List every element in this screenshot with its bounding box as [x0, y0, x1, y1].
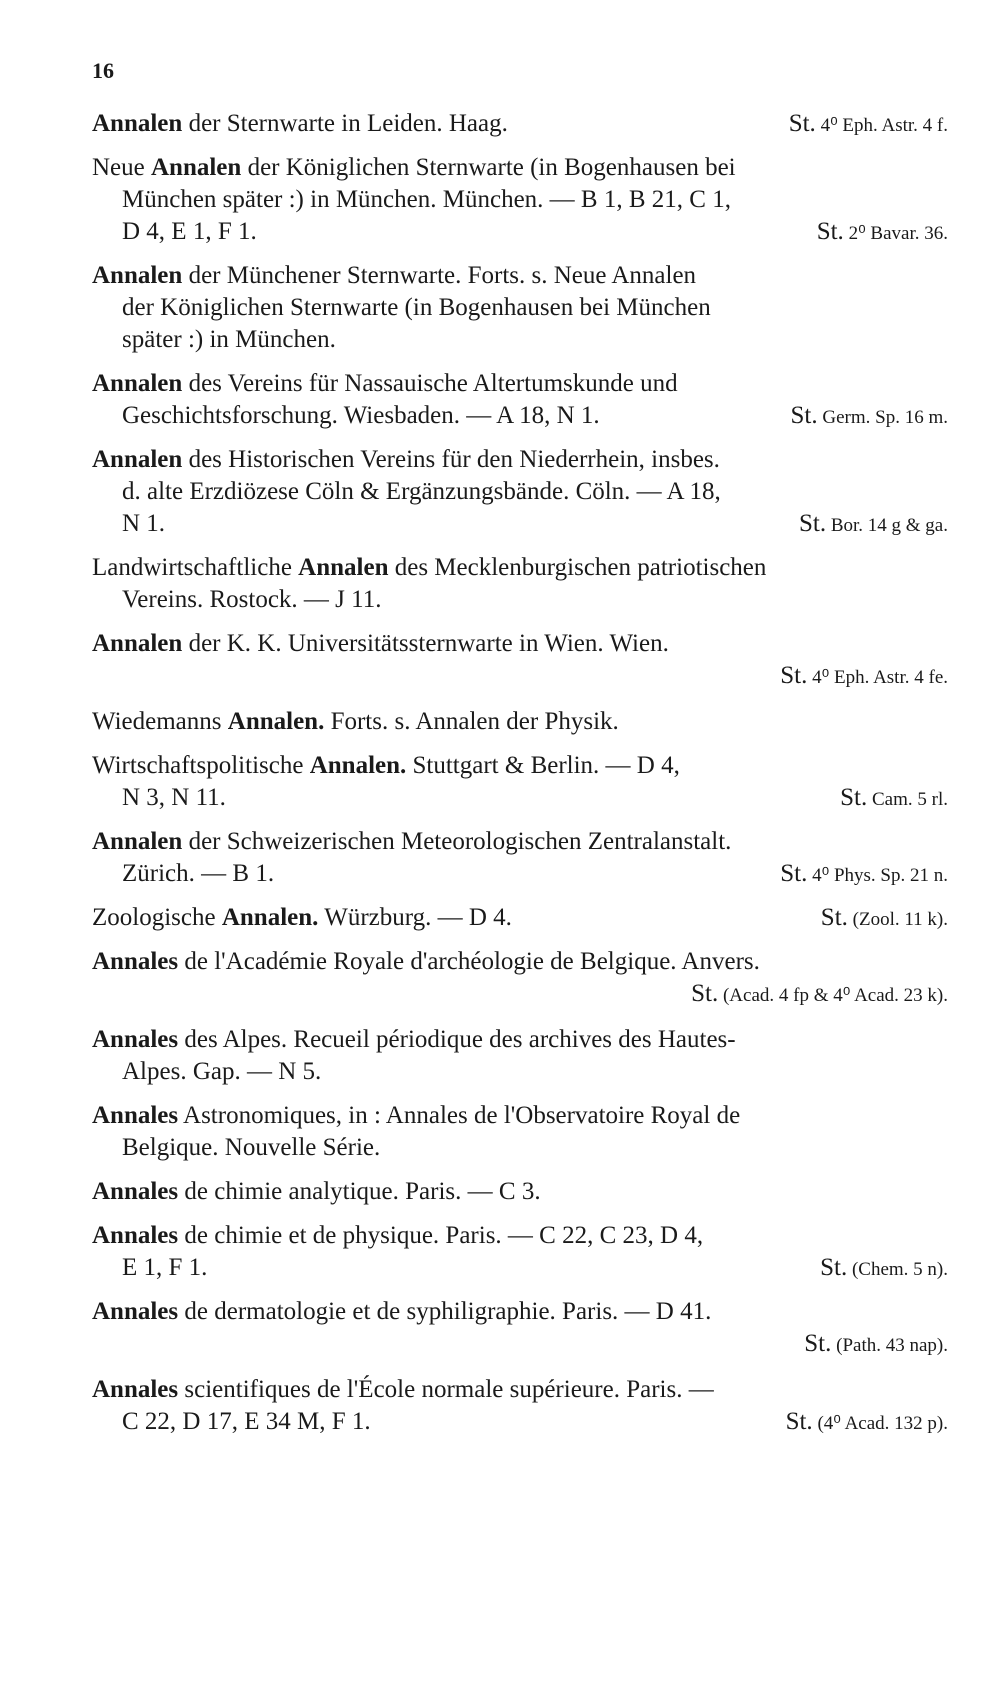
shelfmark-prefix: St.	[780, 662, 808, 689]
shelfmark-prefix: St.	[816, 218, 844, 245]
entry-first-line	[92, 444, 948, 476]
entry-title-text: des Vereins für Nassauische Altertumskunde und	[188, 370, 678, 397]
entry-title-text: Stuttgart & Berlin. — D 4,	[412, 752, 680, 779]
entry-keyword: Annalen.	[309, 752, 407, 779]
entry-first-line	[92, 826, 948, 858]
catalog-entry	[92, 1024, 948, 1088]
entry-first-line	[92, 1024, 948, 1056]
catalog-entry	[92, 826, 948, 890]
entry-first-line	[92, 108, 948, 140]
entry-keyword: Annales	[92, 948, 179, 975]
entry-title-text: scientifiques de l'École normale supérieure. Paris. —	[184, 1376, 714, 1403]
entry-title-text: de chimie et de physique. Paris. — C 22, C 23, D 4,	[184, 1222, 704, 1249]
catalog-entry	[92, 628, 948, 694]
entry-continuation-line: Zürich. — B 1. St. 4⁰ Phys. Sp. 21 n.	[92, 858, 948, 890]
entry-first-line	[92, 368, 948, 400]
entry-first-line	[92, 1374, 948, 1406]
entry-shelfmark	[799, 508, 948, 542]
entry-keyword: Annalen	[298, 554, 389, 581]
entry-shelfmark	[820, 1252, 948, 1286]
shelfmark-code: 4⁰ Phys. Sp. 21 n.	[807, 865, 948, 886]
entry-continuation-line: N 1. St. Bor. 14 g & ga.	[92, 508, 948, 540]
shelfmark-code: (Path. 43 nap).	[831, 1335, 948, 1356]
entry-shelfmark	[789, 108, 948, 142]
entry-first-line	[92, 1296, 948, 1328]
entry-shelfmark	[92, 978, 948, 1012]
entry-title-text: de dermatologie et de syphiligraphie. Paris. — D 41.	[184, 1298, 712, 1325]
shelfmark-prefix: St.	[790, 402, 818, 429]
entry-continuation-line: Geschichtsforschung. Wiesbaden. — A 18, N 1. St. Germ. Sp. 16 m.	[92, 400, 948, 432]
catalog-entry	[92, 946, 948, 1012]
catalog-entry	[92, 444, 948, 540]
catalog-entry	[92, 706, 948, 738]
entry-shelfmark	[92, 1328, 948, 1362]
entry-continuation-line: Alpes. Gap. — N 5.	[122, 1058, 322, 1085]
entry-keyword: Annales	[92, 1298, 179, 1325]
catalog-entry	[92, 1296, 948, 1362]
shelfmark-prefix: St.	[788, 110, 816, 137]
entry-keyword: Annalen	[92, 262, 183, 289]
entry-title-text: des Historischen Vereins für den Niederrhein, insbes.	[188, 446, 720, 473]
entry-prefix: Neue	[92, 154, 151, 181]
catalog-entry	[92, 260, 948, 356]
shelfmark-prefix: St.	[804, 1330, 832, 1357]
entry-continuation-line: E 1, F 1. St. (Chem. 5 n).	[92, 1252, 948, 1284]
entry-title-text: der Königlichen Sternwarte (in Bogenhausen bei	[247, 154, 736, 181]
entry-shelfmark	[786, 1406, 948, 1440]
entry-keyword: Annalen	[92, 828, 183, 855]
shelfmark-prefix: St.	[798, 510, 827, 537]
entry-keyword: Annalen	[92, 370, 183, 397]
entry-continuation-line: München später :) in München. München. — B 1, B 21, C 1,	[122, 186, 731, 213]
catalog-entry	[92, 368, 948, 432]
entry-prefix: Wiedemanns	[92, 708, 228, 735]
entry-first-line	[92, 902, 948, 934]
entry-title-text: der Schweizerischen Meteorologischen Zentralanstalt.	[188, 828, 732, 855]
entry-continuation-line: D 4, E 1, F 1. St. 2⁰ Bavar. 36.	[92, 216, 948, 248]
entry-first-line	[92, 1100, 948, 1132]
shelfmark-prefix: St.	[840, 784, 868, 811]
shelfmark-code: 4⁰ Eph. Astr. 4 f.	[815, 115, 948, 136]
catalog-entry	[92, 152, 948, 248]
catalog-entry	[92, 1374, 948, 1438]
entry-continuation-line: Vereins. Rostock. — J 11.	[122, 586, 382, 613]
entry-title-text: des Mecklenburgischen patriotischen	[394, 554, 767, 581]
entry-continuation-line: später :) in München.	[122, 326, 336, 353]
entry-title-text: des Alpes. Recueil périodique des archives des Hautes-	[184, 1026, 736, 1053]
shelfmark-code: Cam. 5 rl.	[867, 789, 948, 810]
entry-first-line	[92, 706, 948, 738]
entry-first-line	[92, 628, 948, 660]
shelfmark-code: 4⁰ Eph. Astr. 4 fe.	[807, 667, 948, 688]
entry-keyword: Annales	[92, 1222, 179, 1249]
entry-keyword: Annalen	[92, 110, 183, 137]
entry-keyword: Annales	[92, 1026, 179, 1053]
entry-first-line	[92, 1176, 948, 1208]
shelfmark-code: (Zool. 11 k).	[847, 909, 948, 930]
entry-first-line	[92, 260, 948, 292]
entry-continuation-line: N 3, N 11. St. Cam. 5 rl.	[92, 782, 948, 814]
entry-keyword: Annalen.	[221, 904, 319, 931]
shelfmark-prefix: St.	[785, 1408, 813, 1435]
entry-title-text: der Münchener Sternwarte. Forts. s. Neue Annalen	[188, 262, 697, 289]
entry-title-text: Astronomiques, in : Annales de l'Observatoire Royal de	[183, 1102, 741, 1129]
shelfmark-prefix: St.	[820, 904, 848, 931]
entry-title-text: Forts. s. Annalen der Physik.	[330, 708, 619, 735]
shelfmark-code: (4⁰ Acad. 132 p).	[812, 1413, 948, 1434]
catalog-entry	[92, 1176, 948, 1208]
entry-continuation-line: d. alte Erzdiözese Cöln & Ergänzungsbände. Cöln. — A 18,	[122, 478, 721, 505]
catalog-entry	[92, 108, 948, 140]
entry-shelfmark	[840, 782, 948, 816]
entry-prefix: Landwirtschaftliche	[92, 554, 299, 581]
entry-title-text: der Sternwarte in Leiden. Haag.	[188, 110, 508, 137]
entry-keyword: Annalen.	[227, 708, 325, 735]
entry-first-line	[92, 152, 948, 184]
entry-prefix: Zoologische	[92, 904, 222, 931]
entry-keyword: Annalen	[92, 446, 183, 473]
shelfmark-code: 2⁰ Bavar. 36.	[843, 223, 948, 244]
entry-first-line	[92, 946, 948, 978]
entry-continuation-line: der Königlichen Sternwarte (in Bogenhausen bei München	[122, 294, 711, 321]
entry-shelfmark	[791, 400, 948, 434]
entry-keyword: Annalen	[151, 154, 242, 181]
entry-continuation-line: C 22, D 17, E 34 M, F 1. St. (4⁰ Acad. 132 p).	[92, 1406, 948, 1438]
catalog-entry	[92, 552, 948, 616]
entry-shelfmark	[780, 858, 948, 892]
entry-shelfmark	[821, 902, 948, 936]
entry-title-text: Würzburg. — D 4.	[324, 904, 512, 931]
catalog-entries	[92, 108, 948, 1450]
shelfmark-prefix: St.	[780, 860, 808, 887]
shelfmark-code: Bor. 14 g & ga.	[826, 515, 948, 536]
shelfmark-prefix: St.	[691, 980, 719, 1007]
catalog-entry	[92, 1100, 948, 1164]
entry-first-line	[92, 1220, 948, 1252]
shelfmark-prefix: St.	[820, 1254, 848, 1281]
entry-keyword: Annalen	[92, 630, 183, 657]
entry-first-line	[92, 552, 948, 584]
page-number: 16	[92, 58, 114, 83]
entry-keyword: Annales	[92, 1102, 179, 1129]
shelfmark-code: Germ. Sp. 16 m.	[817, 407, 948, 428]
entry-title-text: der K. K. Universitätssternwarte in Wien. Wien.	[188, 630, 669, 657]
entry-keyword: Annales	[92, 1178, 179, 1205]
shelfmark-code: (Chem. 5 n).	[847, 1259, 948, 1280]
entry-first-line	[92, 750, 948, 782]
catalog-entry	[92, 750, 948, 814]
entry-continuation-line: Belgique. Nouvelle Série.	[122, 1134, 381, 1161]
entry-shelfmark	[817, 216, 948, 250]
entry-prefix: Wirtschaftspolitische	[92, 752, 310, 779]
catalog-entry	[92, 1220, 948, 1284]
entry-shelfmark	[92, 660, 948, 694]
entry-title-text: de l'Académie Royale d'archéologie de Belgique. Anvers.	[184, 948, 760, 975]
entry-title-text: de chimie analytique. Paris. — C 3.	[184, 1178, 541, 1205]
shelfmark-code: (Acad. 4 fp & 4⁰ Acad. 23 k).	[718, 985, 948, 1006]
entry-keyword: Annales	[92, 1376, 179, 1403]
catalog-entry	[92, 902, 948, 934]
